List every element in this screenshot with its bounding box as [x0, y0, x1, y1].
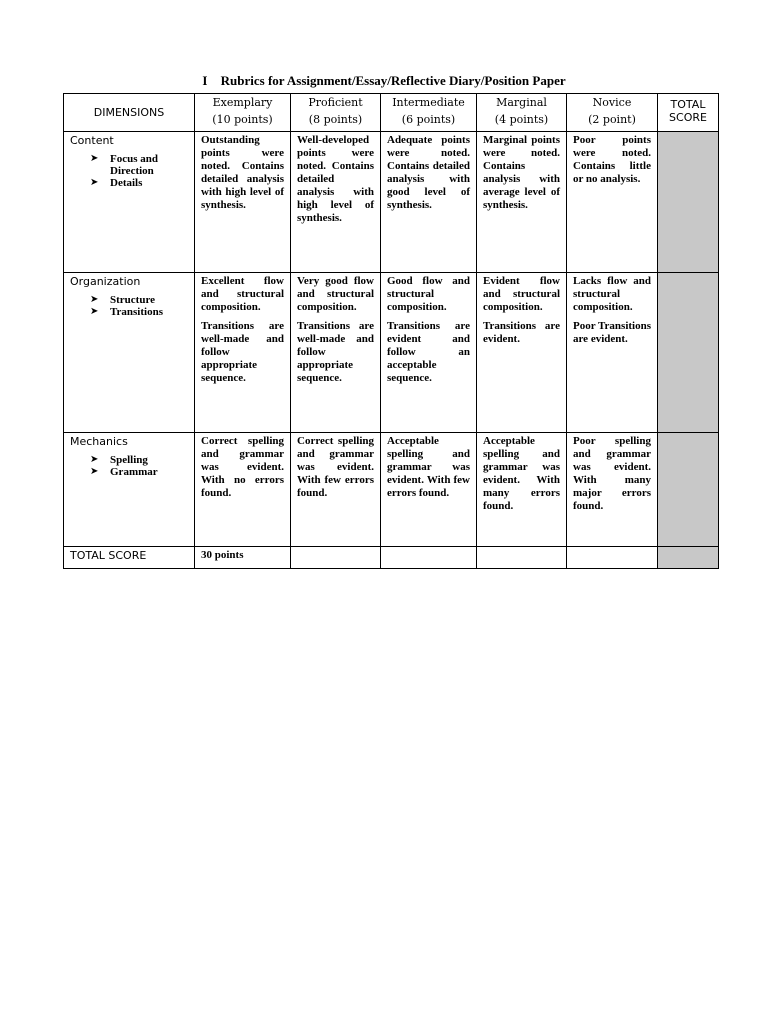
dimension-name: Mechanics: [70, 435, 128, 448]
subdimension-label: Grammar: [110, 466, 158, 478]
subdimension-item: [90, 177, 188, 189]
total-score-value: 30 points: [195, 547, 291, 569]
dimension-name: Content: [70, 134, 114, 147]
subdimension-item: [90, 466, 188, 478]
criteria-cell: [291, 273, 381, 433]
criteria-cell: [291, 132, 381, 273]
arrowhead-bullet-icon: ➤: [90, 153, 99, 164]
level-name: Proficient: [308, 96, 363, 109]
level-points: (6 points): [401, 113, 456, 126]
criteria-text: Poor spelling and grammar was evident. With many major errors found.: [573, 435, 651, 512]
total-empty-cell: [477, 547, 567, 569]
row-content: [64, 132, 719, 273]
dimension-cell: [64, 433, 195, 547]
level-points: (10 points): [212, 113, 273, 126]
criteria-text: Lacks flow and structural composition.: [573, 275, 651, 313]
criteria-text: Transitions are well-made and follow appropriate sequence.: [201, 320, 284, 384]
title-numeral: I: [202, 73, 208, 88]
subdimension-item: [90, 294, 188, 306]
criteria-cell: [567, 132, 658, 273]
criteria-cell: [567, 273, 658, 433]
criteria-cell: [477, 132, 567, 273]
criteria-text: Marginal points were noted. Contains analysis with average level of synthesis.: [483, 134, 560, 211]
criteria-text: Correct spelling and grammar was evident. With no errors found.: [201, 435, 284, 499]
subdimension-label: Focus and Direction: [110, 153, 158, 177]
header-row: [64, 94, 719, 132]
criteria-text: Well-developed points were noted. Contains detailed analysis with high level of synthesis.: [297, 134, 374, 224]
level-name: Intermediate: [392, 96, 465, 109]
criteria-cell: [567, 433, 658, 547]
dimension-cell: [64, 273, 195, 433]
score-cell[interactable]: [658, 273, 719, 433]
dimension-name: Organization: [70, 275, 141, 288]
dimensions-header: DIMENSIONS: [64, 94, 195, 132]
criteria-text: Acceptable spelling and grammar was evident. With many errors found.: [483, 435, 560, 512]
criteria-text: Poor points were noted. Contains little or no analysis.: [573, 134, 651, 185]
arrowhead-bullet-icon: ➤: [90, 294, 99, 305]
criteria-text: Very good flow and structural composition.: [297, 275, 374, 313]
arrowhead-bullet-icon: ➤: [90, 466, 99, 477]
level-name: Marginal: [496, 96, 547, 109]
total-empty-cell: [381, 547, 477, 569]
subdimension-item: [90, 454, 188, 466]
subdimension-label: Details: [110, 177, 143, 189]
level-header-exemplary: [195, 94, 291, 132]
criteria-text: Transitions are well-made and follow appropriate sequence.: [297, 320, 374, 384]
criteria-text: Transitions are evident and follow an acceptable sequence.: [387, 320, 470, 384]
subdimension-item: [90, 306, 188, 318]
score-cell[interactable]: [658, 433, 719, 547]
total-score-label: TOTAL SCORE: [64, 547, 195, 569]
level-points: (8 points): [308, 113, 363, 126]
criteria-text: Poor Transitions are evident.: [573, 320, 651, 345]
subdimension-item: [90, 153, 188, 177]
total-score-header: TOTAL SCORE: [658, 94, 719, 132]
criteria-cell: [195, 132, 291, 273]
criteria-text: Excellent flow and structural composition.: [201, 275, 284, 313]
criteria-text: Evident flow and structural composition.: [483, 275, 560, 313]
criteria-cell: [381, 433, 477, 547]
criteria-text: Correct spelling and grammar was evident. With few errors found.: [297, 435, 374, 499]
document-title: [0, 73, 768, 89]
level-header-proficient: [291, 94, 381, 132]
criteria-cell: [381, 132, 477, 273]
row-mechanics: [64, 433, 719, 547]
criteria-cell: [291, 433, 381, 547]
row-total: [64, 547, 719, 569]
dimension-cell: [64, 132, 195, 273]
criteria-cell: [381, 273, 477, 433]
criteria-cell: [477, 433, 567, 547]
criteria-cell: [195, 273, 291, 433]
arrowhead-bullet-icon: ➤: [90, 306, 99, 317]
criteria-text: Adequate points were noted. Contains detailed analysis with good level of synthesis.: [387, 134, 470, 211]
criteria-cell: [477, 273, 567, 433]
level-points: (2 point): [588, 113, 636, 126]
criteria-text: Transitions are evident.: [483, 320, 560, 345]
criteria-text: Outstanding points were noted. Contains detailed analysis with high level of synthesis.: [201, 134, 284, 211]
arrowhead-bullet-icon: ➤: [90, 177, 99, 188]
rubric-table: [63, 93, 719, 569]
subdimension-list: [70, 153, 188, 189]
level-name: Exemplary: [212, 96, 273, 109]
arrowhead-bullet-icon: ➤: [90, 454, 99, 465]
subdimension-list: [70, 454, 188, 478]
subdimension-label: Spelling: [110, 454, 148, 466]
level-header-marginal: [477, 94, 567, 132]
total-empty-cell: [291, 547, 381, 569]
total-empty-cell: [567, 547, 658, 569]
criteria-text: Good flow and structural composition.: [387, 275, 470, 313]
score-cell[interactable]: [658, 547, 719, 569]
row-organization: [64, 273, 719, 433]
level-points: (4 points): [494, 113, 549, 126]
subdimension-label: Structure: [110, 294, 156, 306]
level-name: Novice: [592, 96, 632, 109]
title-text: Rubrics for Assignment/Essay/Reflective Diary/Position Paper: [220, 73, 566, 88]
criteria-cell: [195, 433, 291, 547]
criteria-text: Acceptable spelling and grammar was evident. With few errors found.: [387, 435, 470, 499]
level-header-intermediate: [381, 94, 477, 132]
score-cell[interactable]: [658, 132, 719, 273]
level-header-novice: [567, 94, 658, 132]
subdimension-label: Transitions: [110, 306, 163, 318]
subdimension-list: [70, 294, 188, 318]
